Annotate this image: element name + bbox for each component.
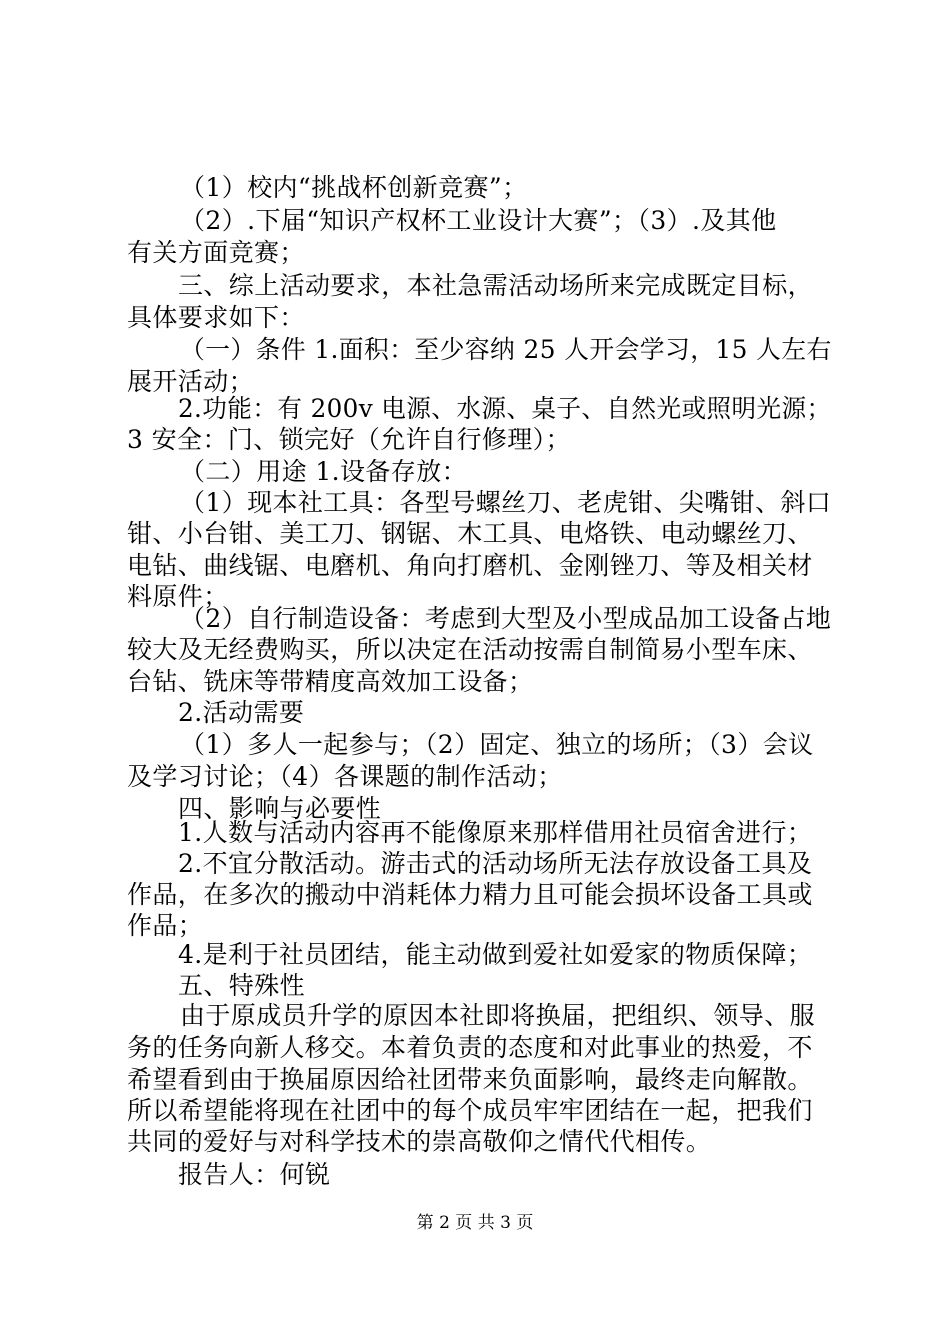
- paragraph-line: 1.人数与活动内容再不能像原来那样借用社员宿舍进行；: [178, 818, 813, 847]
- paragraph-line: （2）自行制造设备：考虑到大型及小型成品加工设备占地: [180, 604, 832, 633]
- paragraph-line: 共同的爱好与对科学技术的崇高敬仰之情代代相传。: [127, 1127, 712, 1156]
- paragraph-line: 有关方面竞赛；: [127, 238, 305, 267]
- paragraph-line: 电钻、曲线锯、电磨机、角向打磨机、金刚锉刀、等及相关材: [127, 551, 813, 580]
- paragraph-line: 料原件；: [127, 582, 229, 611]
- paragraph-line: 由于原成员升学的原因本社即将换届，把组织、领导、服: [180, 1001, 816, 1030]
- paragraph-line: 希望看到由于换届原因给社团带来负面影响，最终走向解散。: [127, 1065, 813, 1094]
- paragraph-line: （二）用途 1.设备存放：: [180, 457, 468, 486]
- paragraph-line: 作品，在多次的搬动中消耗体力精力且可能会损坏设备工具或: [127, 880, 813, 909]
- paragraph-line: 台钻、铣床等带精度高效加工设备；: [127, 667, 534, 696]
- paragraph-line: （1）校内“挑战杯创新竞赛”；: [180, 173, 528, 202]
- paragraph-line: 及学习讨论；（4）各课题的制作活动；: [127, 762, 563, 791]
- paragraph-line: 展开活动；: [127, 367, 255, 396]
- paragraph-line: 务的任务向新人移交。本着负责的态度和对此事业的热爱，不: [127, 1033, 813, 1062]
- paragraph-line: 2.不宜分散活动。游击式的活动场所无法存放设备工具及: [178, 849, 813, 878]
- paragraph-line: 报告人：何锐: [178, 1160, 331, 1189]
- paragraph-line: 2.功能：有 200v 电源、水源、桌子、自然光或照明光源；: [178, 394, 832, 423]
- paragraph-line: 4.是利于社员团结，能主动做到爱社如爱家的物质保障；: [178, 940, 813, 969]
- page-number-footer: 第 2 页 共 3 页: [416, 1213, 534, 1233]
- paragraph-line: 较大及无经费购买，所以决定在活动按需自制简易小型车床、: [127, 635, 813, 664]
- paragraph-line: 四、影响与必要性: [178, 794, 382, 823]
- paragraph-line: 作品；: [127, 911, 204, 940]
- paragraph-line: （1）现本社工具：各型号螺丝刀、老虎钳、尖嘴钳、斜口: [180, 488, 832, 517]
- paragraph-line: 具体要求如下：: [127, 303, 305, 332]
- paragraph-line: 2.活动需要: [178, 698, 305, 727]
- paragraph-line: 钳、小台钳、美工刀、钢锯、木工具、电烙铁、电动螺丝刀、: [127, 519, 813, 548]
- paragraph-line: 三、综上活动要求，本社急需活动场所来完成既定目标，: [178, 271, 814, 300]
- paragraph-line: （1）多人一起参与；（2）固定、独立的场所；（3）会议: [180, 730, 814, 759]
- paragraph-line: 3 安全：门、锁完好（允许自行修理）；: [127, 425, 571, 454]
- paragraph-line: 五、特殊性: [178, 971, 306, 1000]
- paragraph-line: 所以希望能将现在社团中的每个成员牢牢团结在一起，把我们: [127, 1096, 813, 1125]
- paragraph-line: （一）条件 1.面积：至少容纳 25 人开会学习，15 人左右: [180, 335, 832, 364]
- paragraph-line: （2）.下届“知识产权杯工业设计大赛”；（3）.及其他: [180, 206, 777, 235]
